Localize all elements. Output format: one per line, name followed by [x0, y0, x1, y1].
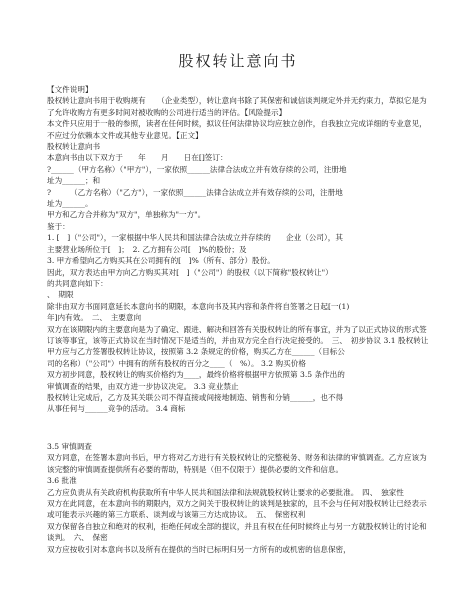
body-paragraph: 双方在此同意，在本意向书的期限内，双方之间关于股权转让的谈判是独家的，且不会与任何对股权转让已经表示或可能表示兴趣的第三方联系、谈判或与该第三方达成协议。 五、 保密权利: [47, 499, 427, 520]
body-line: 的共同意向如下：: [47, 278, 108, 288]
body-line: 司的名称）（"公司"）中拥有的所有股权的百分之____（ %）。 3.2 购买价格: [47, 358, 306, 368]
body-line: 因此，双方表达由甲方向乙方购买其对[ ]（"公司"）的股权（以下简称"股权转让"）: [47, 267, 333, 277]
body-line: ? （乙方名称）（"乙方"），一家依照______法律合法成立并有效存续的公司，注册地: [47, 187, 343, 197]
body-line: 甲方应与乙方签署股权转让协议，按照第 3.2 条规定的价格，购买乙方在______（目标公: [47, 347, 345, 357]
body-line: 年]内有效。 二、 主要意向: [47, 313, 142, 323]
body-paragraph: 乙方应负责从有关政府机构获取所有中华人民共和国法律和法规就股权转让要求的必要批准。 四、 独家性: [47, 487, 404, 497]
body-line: 1. [ ]（"公司"），一家根据中华人民共和国法律合法成立并存续的 企业（公司），其: [47, 233, 343, 243]
body-line: 股权转让完成后，乙方及其关联公司不得直接或间接地制造、销售和分销______，也不得: [47, 392, 344, 402]
body-paragraph: 双方同意，在签署本意向书后，甲方将对乙方进行有关股权转让的完整税务、财务和法律的审慎调查。乙方应该为该完整的审慎调查提供所有必要的帮助，特别是（但不仅限于）提供必要的文件和信息。: [47, 453, 427, 474]
paragraph-gap: [47, 422, 429, 433]
document-body: [47, 84, 429, 555]
body-line: 股权转让意向书: [47, 142, 101, 152]
body-line: 甲方和乙方合并称为"双方"，单独称为"一方"。: [47, 210, 206, 220]
body-line: 3. 甲方希望向乙方购买其在公司拥有的[ ]%（所有、部分）股份。: [47, 256, 275, 266]
body-line: 3.6 批准: [47, 476, 77, 486]
body-line: 【文件说明】: [47, 85, 93, 94]
body-line: 本意向书由以下双方于 年 月 日在[]签订：: [47, 153, 228, 163]
body-line: 除非由双方书面同意延长本意向书的期限，本意向书及其内容和条件将自签署之日起[一(1): [47, 301, 350, 311]
body-line: 址为______；和: [47, 176, 101, 186]
body-line: ?______（甲方名称）（"甲方"），一家依照______法律合法成立并有效存续的公司，注册地: [47, 164, 347, 174]
document-title: 股权转让意向书: [178, 52, 298, 70]
body-line: 3.5 审慎调查: [47, 441, 92, 451]
body-paragraph: 股权转让意向书用于收购规有 （企业类型），转让意向书除了其保密和诚信谈判规定外并无约束力，草拟它是为了允许收购方有更多时间对被收购的公司进行适当的评估。【风险提示】: [47, 96, 427, 117]
body-line: 址为______。: [47, 199, 93, 209]
body-paragraph: 本文件只应用于一般的参照，读者在任何时候，拟议任何法律协议均应独立创作，自我独立完成详细的专业意见，不应过分依赖本文件或其他专业意见。【正文】: [47, 119, 427, 140]
body-paragraph: 双方保留各自独立和绝对的权利，拒绝任何或全部的提议，并且有权在任何时候终止与另一方就股权转让的讨论和谈判。 六、 保密: [47, 521, 427, 543]
body-line: 鉴于：: [47, 221, 70, 231]
body-line: 、 期限: [47, 290, 74, 300]
body-paragraph: 双方在该期限内的主要意向是为了确定、跟进、解决和回答有关股权转让的所有事宜，并为了以正式协议的形式签订该等事宜，该等正式协议在当时情况下是适当的，并由双方完全自行决定接受的。 三、 初步协议 3.1 股权转让: [47, 324, 429, 345]
body-paragraph: 双方应按收引对本意向书以及所有在提供的当时已标明归另一方所有的或机密的信息保密，: [47, 544, 351, 554]
body-line: 审慎调查的结果，由双方进一步协议决定。 3.3 竞业禁止: [47, 381, 239, 391]
body-line: 双方初步同意，股权转让的购买价格约为____，最终价格将根据甲方依照第 3.5 条作出的: [47, 370, 345, 380]
body-line: 从事任何与______竞争的活动。 3.4 商标: [47, 404, 186, 414]
body-line: 主要营业场所位于[ ]； 2. 乙方拥有公司[ ]%的股份；及: [47, 244, 247, 254]
